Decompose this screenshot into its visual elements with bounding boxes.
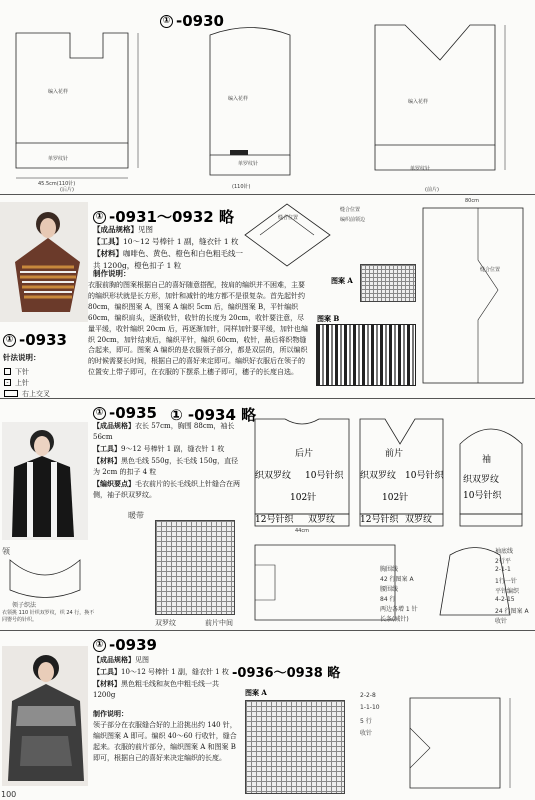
- spec-block-0939: [93, 654, 243, 701]
- spec-value: 衣长 57cm，胸围 88cm，袖长 56cm: [93, 422, 235, 441]
- material-label: 【材料】: [93, 679, 121, 688]
- sleeve-title: 袖: [482, 455, 492, 465]
- circle-number: ①: [93, 639, 106, 652]
- sleeve-row-3: 1行一针: [495, 578, 517, 585]
- sleeve-row-6: 24 行图案 A: [495, 608, 529, 615]
- sleeve-rib: 单罗纹针: [238, 161, 259, 167]
- panel-diagram-0936b: [400, 688, 530, 798]
- model-photo-cardigan: [2, 422, 88, 540]
- rib-chart: [155, 520, 235, 615]
- back-width: 45.5cm(110针): [38, 181, 76, 187]
- spec-block-0935: [93, 420, 243, 501]
- tools-label: 【工具】: [93, 444, 121, 453]
- title-0936: -0936～0938 略: [232, 666, 341, 681]
- tools-value: 9～12 号棒针 1 副，缝衣针 1 枚: [121, 445, 225, 453]
- sleeve-needle: 10号针织: [463, 491, 502, 501]
- diagram-note2: 编织前领边: [340, 217, 366, 223]
- rows-0936-4: 长条(减针): [380, 616, 409, 623]
- back-needle12: 12号针织: [255, 515, 294, 525]
- legend-item: 右上交叉: [4, 388, 84, 399]
- sleeve-row-2: 2-1-1: [495, 566, 511, 573]
- knit-symbol-icon: [4, 368, 11, 375]
- tools-value: 10～12 号棒针 1 副，缝衣针 1 枚: [121, 668, 229, 676]
- rectangle-panel-diagram: [418, 200, 533, 390]
- spec-label: 【成品规格】: [93, 421, 135, 430]
- collar-label: 领: [2, 547, 10, 556]
- pattern-a-chart-0936: [245, 700, 345, 794]
- sleeve-row-5: 4-2-15: [495, 596, 515, 603]
- front-title: 前片: [385, 449, 404, 459]
- diagram-note1: 缝合位置: [340, 207, 361, 213]
- spec-value: 见图: [138, 225, 153, 234]
- divider: [0, 194, 535, 195]
- pattern-b-label: 图案 B: [317, 314, 340, 323]
- purl-symbol-icon: -: [4, 379, 11, 386]
- material-label: 【材料】: [93, 249, 123, 258]
- front-panel-diagram: [365, 20, 525, 190]
- material-value: 咖啡色、黄色、橙色和白色粗毛线一共 1200g，橙色扣子 1 粒: [93, 249, 243, 270]
- collar-desc: 衣领挑 110 针织双罗纹，织 24 行，换不同婴号的针织。: [2, 610, 95, 623]
- collar-diagram: [5, 550, 85, 605]
- chest-line-0936: 胸围线: [380, 566, 399, 573]
- sleeve-count: (110针): [232, 184, 251, 190]
- sleeve-row-4: 平针编织: [495, 588, 520, 595]
- title-text: -0931～0932 略: [109, 208, 234, 226]
- method-label-0939: 制作说明：: [93, 709, 128, 718]
- diagram-side-label: 缝合位置: [278, 215, 299, 221]
- legend-item: - 上针: [4, 377, 84, 388]
- pattern-a-0936: 图案 A: [245, 688, 267, 697]
- method-label: 制作说明：: [93, 269, 131, 278]
- front-label: 编入花样: [408, 99, 429, 105]
- front-needle: 10号针织: [405, 471, 444, 481]
- key-value: 毛衣前片的长毛线织上针缝合在两侧，袖子织双罗纹。: [93, 480, 240, 499]
- page-number: 100: [1, 790, 17, 799]
- spec-block-0931: [93, 224, 243, 272]
- front-needle12: 12号针织: [360, 515, 399, 525]
- back-width-label: 44cm: [295, 528, 309, 534]
- poncho-diamond-diagram: [240, 200, 335, 270]
- front-center-label: 前片中间: [205, 619, 233, 627]
- back-rib-label: 单罗纹针: [48, 156, 69, 162]
- sleeve-pattern: 织双罗纹: [463, 475, 500, 485]
- title-0934: ① -0934 略: [170, 406, 257, 424]
- circle-number: ①: [93, 407, 106, 420]
- pattern-b-chart: [316, 324, 416, 386]
- spec-value: 见图: [135, 656, 149, 664]
- sleeve-row-1: 2行平: [495, 558, 511, 565]
- front-rib: 单罗纹针: [410, 166, 431, 172]
- rect-side-label: 缝合位置: [480, 267, 501, 273]
- back-panel-diagram: [8, 28, 158, 193]
- pocket-label: 暖带: [128, 511, 144, 520]
- back-stitch: 102针: [290, 493, 317, 503]
- rows-0936-0: 42 行图案 A: [380, 576, 414, 583]
- rows-0936-3: 两边各增 1 针: [380, 606, 418, 613]
- material-value: 黑色毛线 550g，长毛线 150g，直径为 2cm 的扣子 4 粒: [93, 457, 239, 476]
- back-section-label: (后片): [60, 187, 74, 193]
- title-text: -0930: [176, 12, 224, 30]
- tools-value: 10～12 号棒针 1 副，缝衣针 1 枚: [123, 237, 239, 246]
- front-section-label: (前片): [425, 187, 439, 193]
- title-text: -0935: [109, 404, 157, 422]
- model-photo-0939: [2, 646, 88, 786]
- circle-number: ①: [3, 334, 16, 347]
- back-rib: 双罗纹: [308, 515, 336, 525]
- front-rib: 双罗纹: [405, 515, 433, 525]
- stitch-legend: [4, 366, 84, 399]
- tools-label: 【工具】: [93, 237, 123, 246]
- back-label: 编入花样: [48, 89, 69, 95]
- back-title: 后片: [295, 449, 314, 459]
- rows-0936-2: 84 行: [380, 596, 396, 603]
- front-stitch: 102针: [382, 493, 409, 503]
- front-pattern: 织双罗纹: [360, 471, 397, 481]
- circle-number: ①: [93, 211, 106, 224]
- title-text: -0939: [109, 636, 157, 654]
- section-0930: [0, 0, 535, 192]
- method-text-0931: 衣服前胸的图案根据自己的喜好随意搭配，按肩的编织并不困难，主要的编织形状就是长方形，加针和减针的地方都不是很复杂。首先起针约 80cm，编织图案 A，图案 A 编织 5cm 后，编织图案 B，平针编织 60cm，编织肩头，逐渐收针，收针的长度为 20cm，收针要注意，尽量平缓，收针编织 20cm 后，再逐渐加针，同样加针要平缓，加针也编织 20cm，加针结束后，编织平针，编织 60cm，收针，最后将织物缝合起来，即可。图案 A 编织的是衣服领子部分，都是双层的，所以编织的时候需要长时间，根据自己的喜好来定即可。编织好衣服后在领子的位置安上带子即可，在衣服的下摆系上穗子即可，穗子的长度自选。: [88, 281, 308, 377]
- title-0939: [93, 636, 157, 654]
- rib-chart-label: 双罗纹: [155, 619, 176, 627]
- model-photo-poncho: [0, 202, 88, 322]
- sleeve-row-7: 收针: [495, 618, 508, 625]
- material-value: 黑色粗毛线和灰色中粗毛线一共 1200g: [93, 680, 219, 699]
- rows-0936-5: 2-2-8: [360, 692, 376, 699]
- divider: [0, 398, 535, 399]
- pattern-a-label: 图案 A: [331, 276, 353, 285]
- section-0935: [0, 400, 535, 630]
- rows-0936-8: 收针: [360, 730, 373, 737]
- circle-number: ①: [160, 15, 173, 28]
- divider: [0, 630, 535, 631]
- section-0931: [0, 196, 535, 398]
- collar-note: 领子织法: [12, 602, 37, 609]
- sleeve-row-0: 袖底线: [495, 548, 514, 555]
- material-label: 【材料】: [93, 456, 121, 465]
- sleeve-label: 编入花样: [228, 96, 249, 102]
- spec-label: 【成品规格】: [93, 225, 138, 234]
- rows-0936-7: 5 行: [360, 718, 372, 725]
- rows-0936-6: 1-1-10: [360, 704, 380, 711]
- rows-0936-1: 腰围线: [380, 586, 399, 593]
- cross-symbol-icon: [4, 390, 18, 397]
- legend-title: 针法说明：: [3, 353, 41, 362]
- pattern-a-chart: [360, 264, 416, 302]
- legend-item: 下针: [4, 366, 84, 377]
- method-text-0939: 领子部分在衣服缝合好的上沿挑出约 140 针，编织图案 A 即可。编织 40～60 行收针，缝合起来。衣服的前片部分，编织图案 A 和图案 B 即可，根据自己的喜好来决定编织的长度。: [93, 721, 237, 762]
- back-pattern: 织双罗纹: [255, 471, 292, 481]
- rect-width-label: 80cm: [465, 198, 479, 204]
- back-needle: 10号针织: [305, 471, 344, 481]
- section-0939: [0, 632, 535, 800]
- spec-label: 【成品规格】: [93, 655, 135, 664]
- title-text: -0933: [19, 331, 67, 349]
- key-label: 【编织要点】: [93, 479, 135, 488]
- tools-label: 【工具】: [93, 667, 121, 676]
- title-0933: [3, 331, 67, 349]
